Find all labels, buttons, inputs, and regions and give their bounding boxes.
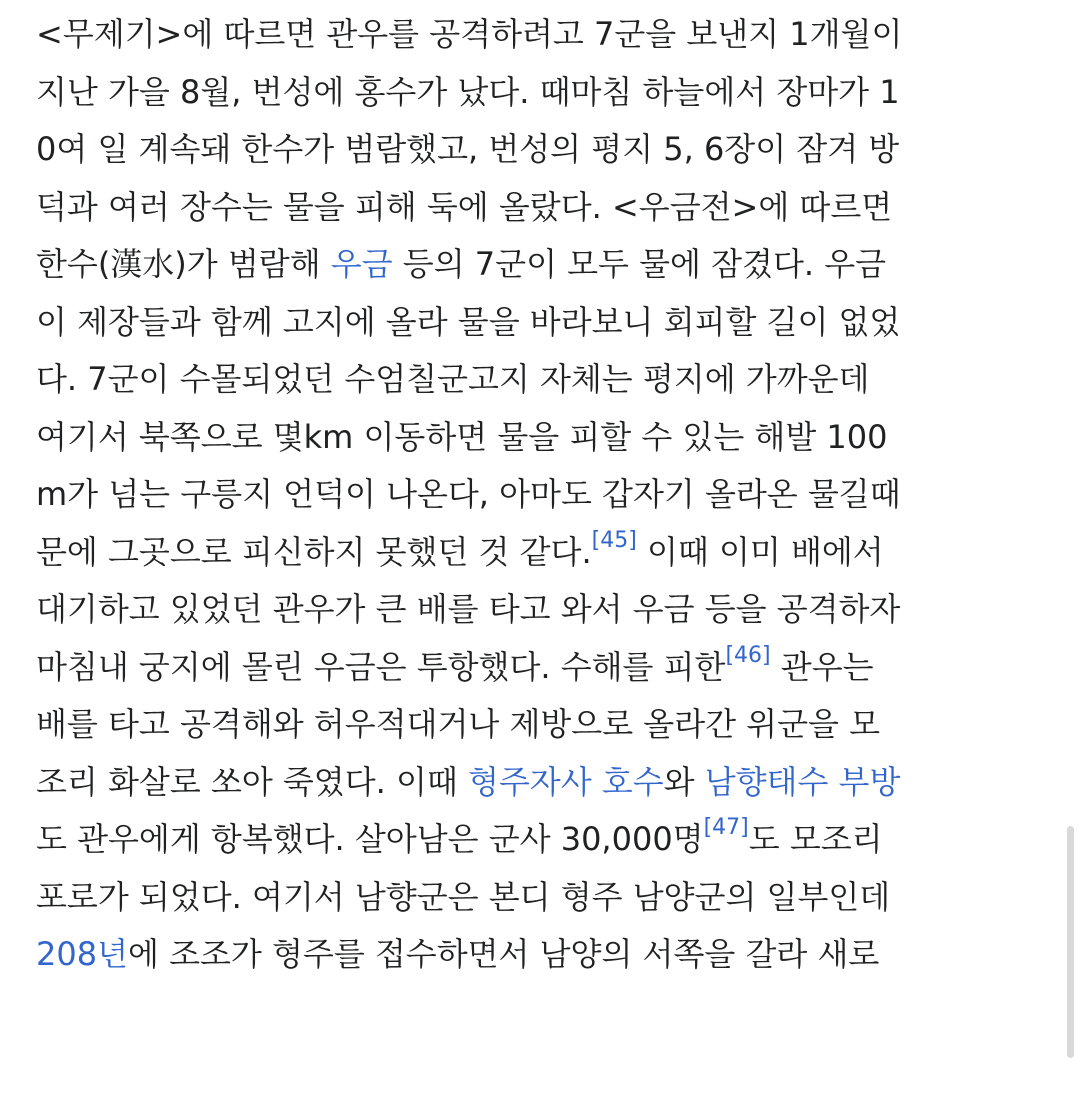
text-segment: 마침내 궁지에 몰린 우금은 투항했다. 수해를 피한 [36,647,726,686]
text-line [36,926,1036,984]
text-segment: 와 [663,762,705,801]
text-line: m가 넘는 구릉지 언덕이 나온다, 아마도 갑자기 올라온 물길때 [36,475,901,513]
text-segment: 관우는 [770,647,874,686]
text-segment: 에 조조가 형주를 접수하면서 남양의 서쪽을 갈라 새로 [128,935,880,973]
text-line: 이 제장들과 함께 고지에 올라 물을 바라보니 회피할 길이 없었 [36,302,901,341]
citation-link[interactable]: [47] [703,815,749,841]
text-line [36,524,1036,582]
text-line [36,811,1036,869]
text-line [36,639,1036,697]
scrollbar-thumb[interactable] [1067,826,1074,1058]
text-segment: 문에 그곳으로 피신하지 못했던 것 같다. [36,532,592,571]
text-segment: 도 모조리 [748,820,883,858]
link-hyeongju-jasa-hosu[interactable]: 형주자사 호수 [467,762,664,801]
citation-link[interactable]: [46] [725,642,771,668]
citation-link[interactable]: [45] [591,527,637,553]
text-line: 0여 일 계속돼 한수가 범람했고, 번성의 평지 5, 6장이 잠겨 방 [36,130,900,168]
text-line: 지난 가을 8월, 번성에 홍수가 났다. 때마침 하늘에서 장마가 1 [36,72,900,111]
text-segment: 이때 이미 배에서 [636,532,884,571]
link-ugeum[interactable]: 우금 [330,245,393,283]
text-line: 덕과 여러 장수는 물을 피해 둑에 올랐다. <우금전>에 따르면 [36,187,893,226]
text-segment: 등의 7군이 모두 물에 잠겼다. 우금 [392,245,887,283]
text-segment: 도 관우에게 항복했다. 살아남은 군사 30,000명 [36,820,704,858]
text-line: <무제기>에 따르면 관우를 공격하려고 7군을 보낸지 1개월이 [36,15,903,53]
text-line: 여기서 북쪽으로 몇km 이동하면 물을 피할 수 있는 해발 100 [36,417,888,456]
article-body [36,0,1036,984]
text-segment: 한수(漢水)가 범람해 [36,245,331,283]
text-line: 대기하고 있었던 관우가 큰 배를 타고 와서 우금 등을 공격하자 [36,590,901,628]
text-line: 배를 타고 공격해와 허우적대거나 제방으로 올라간 위군을 모 [36,705,881,743]
text-line [36,754,1036,812]
text-line: 포로가 되었다. 여기서 남향군은 본디 형주 남양군의 일부인데 [36,877,891,916]
citation-45[interactable] [592,528,637,553]
citation-47[interactable] [704,815,749,840]
text-segment: 조리 화살로 쏘아 죽였다. 이때 [36,762,468,801]
text-line: 다. 7군이 수몰되었던 수엄칠군고지 자체는 평지에 가까운데 [36,360,870,398]
link-year-208[interactable]: 208년 [36,935,128,973]
citation-46[interactable] [725,643,770,668]
text-line [36,236,1036,294]
link-namhyang-taesu-bubang[interactable]: 남향태수 부방 [704,762,901,801]
